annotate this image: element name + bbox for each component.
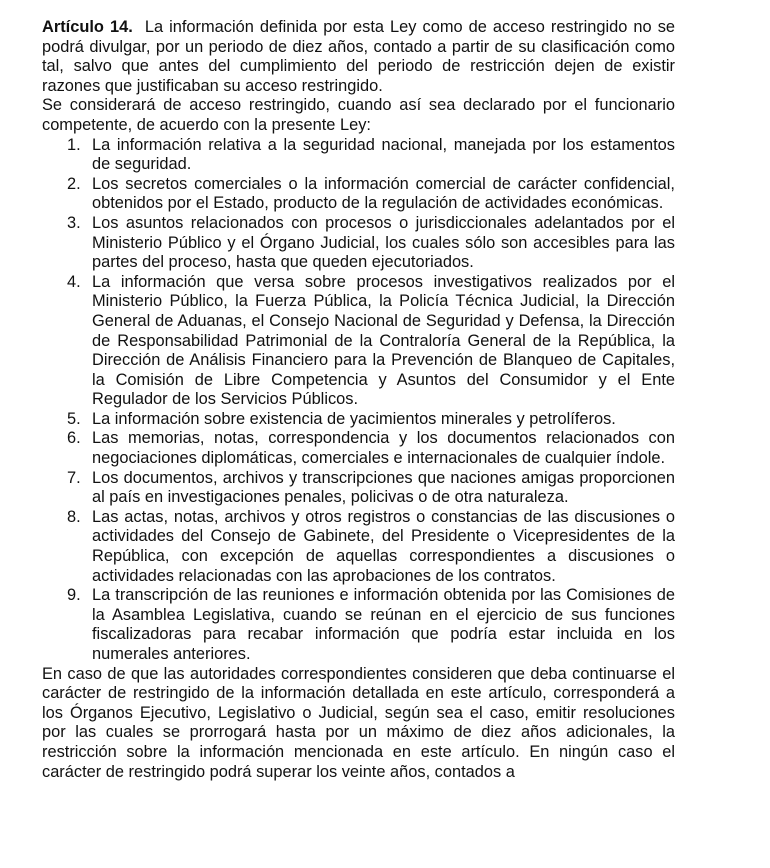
restricted-info-list <box>42 136 675 665</box>
list-item <box>42 175 675 214</box>
list-item-text: Las memorias, notas, correspondencia y los documentos relacionados con negociaciones diplomáticas, comerciales e internacionales de cualquier índole. <box>92 429 675 468</box>
list-item-text: Los secretos comerciales o la información comercial de carácter confidencial, obtenidos por el Estado, producto de la regulación de actividades económicas. <box>92 174 675 213</box>
article-intro-paragraph <box>42 18 675 96</box>
list-item <box>42 429 675 468</box>
article-title: Artículo 14. <box>42 18 133 36</box>
list-item-number: 7. <box>67 468 81 487</box>
list-item-text: La información que versa sobre procesos investigativos realizados por el Ministerio Público, la Fuerza Pública, la Policía Técnica Judicial, la Dirección General de Aduanas, el Consejo Nacional de Seguridad y Defensa, la Dirección de Responsabilidad Patrimonial de la Contraloría General de la República, la Dirección de Análisis Financiero para la Prevención de Blanqueo de Capitales, la Comisión de Libre Competencia y Asuntos del Consumidor y el Ente Regulador de los Servicios Públicos. <box>92 272 675 409</box>
list-item-number: 2. <box>67 174 81 193</box>
list-item-number: 1. <box>67 135 81 154</box>
list-item-number: 4. <box>67 272 81 291</box>
list-item-text: La información sobre existencia de yacimientos minerales y petrolíferos. <box>92 409 616 428</box>
list-item-number: 6. <box>67 429 81 448</box>
article-intro: La información definida por esta Ley como de acceso restringido no se podrá divulgar, por un periodo de diez años, contado a partir de su clasificación como tal, salvo que antes del cumplimiento del periodo de restricción dejen de existir razones que justificaban su acceso restringido. <box>42 18 676 95</box>
list-item-number: 3. <box>67 213 81 232</box>
list-item-text: Los documentos, archivos y transcripciones que naciones amigas proporcionen al país en investigaciones penales, policivas o de otra naturaleza. <box>92 468 675 507</box>
list-item <box>42 214 675 273</box>
list-item-number: 8. <box>67 507 81 526</box>
list-item <box>42 508 675 586</box>
list-item-text: Los asuntos relacionados con procesos o jurisdiccionales adelantados por el Ministerio Público y el Órgano Judicial, los cuales sólo son accesibles para las partes del proceso, hasta que queden ejecutoriados. <box>92 213 675 272</box>
list-item-text: La transcripción de las reuniones e información obtenida por las Comisiones de la Asamblea Legislativa, cuando se reúnan en el ejercicio de sus funciones fiscalizadoras para recabar información que podría estar incluida en los numerales anteriores. <box>92 586 675 663</box>
list-item <box>42 136 675 175</box>
article-closing: En caso de que las autoridades correspondientes consideren que deba continuarse el carácter de restringido de la información detallada en este artículo, corresponderá a los Órganos Ejecutivo, Legislativo o Judicial, según sea el caso, emitir resoluciones por las cuales se prorrogará hasta por un máximo de diez años adicionales, la restricción sobre la información mencionada en este artículo. En ningún caso el carácter de restringido podrá superar los veinte años, contados a <box>42 664 675 781</box>
list-item-text: La información relativa a la seguridad nacional, manejada por los estamentos de seguridad. <box>92 135 675 174</box>
list-item <box>42 469 675 508</box>
list-item-number: 5. <box>67 409 81 428</box>
list-item <box>42 586 675 664</box>
list-item-text: Las actas, notas, archivos y otros registros o constancias de las discusiones o actividades del Consejo de Gabinete, del Presidente o Vicepresidentes de la República, con excepción de aquellas correspondientes a discusiones o actividades relacionadas con las aprobaciones de los contratos. <box>92 507 675 585</box>
list-item-number: 9. <box>67 586 81 605</box>
list-item <box>42 410 675 430</box>
list-item <box>42 273 675 410</box>
article-lead: Se considerará de acceso restringido, cuando así sea declarado por el funcionario competente, de acuerdo con la presente Ley: <box>42 96 675 134</box>
